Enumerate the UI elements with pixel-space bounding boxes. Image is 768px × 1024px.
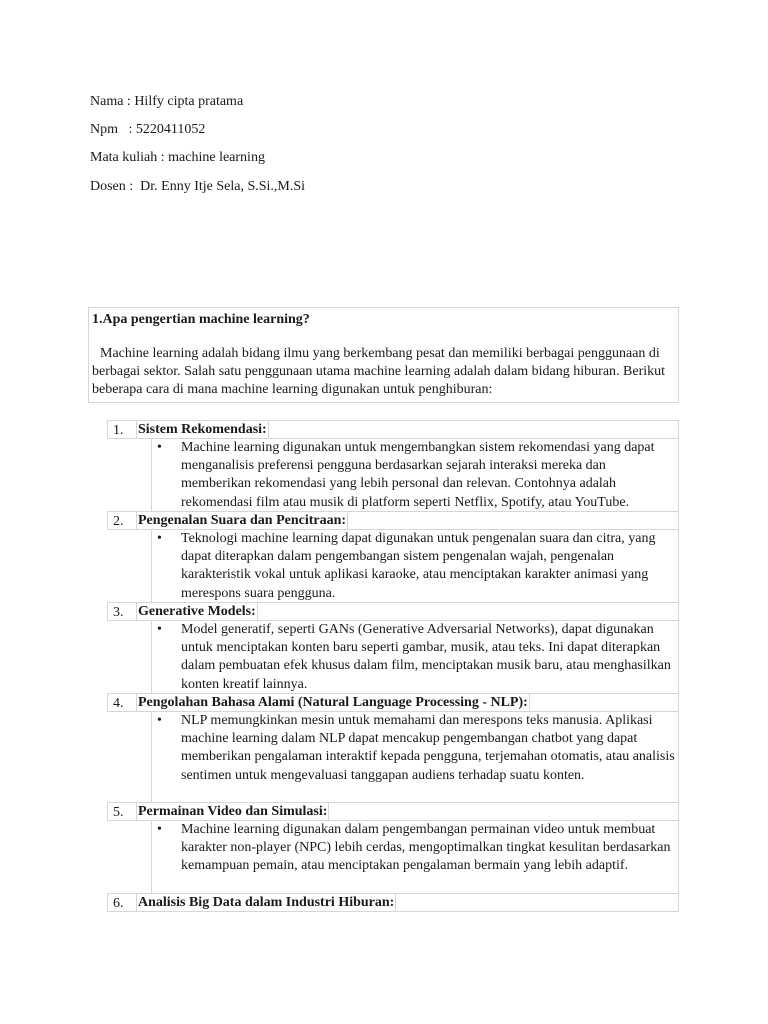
list-item-text: Model generatif, seperti GANs (Generative Adversarial Networks), dapat digunakan untuk menciptakan konten baru seperti gambar, musik, atau teks. Ini dapat diterapkan dalam pembuatan efek khusus dalam film, menciptakan musik baru, atau menghasilkan konten kreatif lainnya.: [181, 622, 671, 692]
list-item-body: [151, 712, 679, 802]
list-item-body: [151, 821, 679, 893]
question-box: [88, 307, 679, 403]
question-title: 1.Apa pengertian machine learning?: [92, 312, 310, 327]
list-item-text: Machine learning digunakan dalam pengembangan permainan video untuk membuat karakter non-player (NPC) lebih cerdas, mengoptimalkan tingkat kesulitan berdasarkan kemampuan pemain, atau menciptakan pengalaman bermain yang lebih adaptif.: [181, 822, 671, 874]
bullet-icon: •: [157, 440, 162, 455]
list-item-number: 5.: [113, 805, 124, 820]
list-item-header: [107, 693, 679, 712]
student-npm: Npm : 5220411052: [90, 122, 206, 137]
list-item-number: 4.: [113, 696, 124, 711]
question-intro: Machine learning adalah bidang ilmu yang berkembang pesat dan memiliki berbagai penggunaan di berbagai sektor. Salah satu penggunaan utama machine learning adalah dalam bidang hiburan. Berikut beberapa cara di mana machine learning digunakan untuk penghiburan:: [92, 346, 666, 397]
list-item-title: Pengenalan Suara dan Pencitraan:: [138, 513, 347, 528]
list-item-title: Sistem Rekomendasi:: [138, 422, 267, 437]
student-name: Nama : Hilfy cipta pratama: [90, 94, 244, 109]
list-item-text: Machine learning digunakan untuk mengembangkan sistem rekomendasi yang dapat menganalisis preferensi pengguna berdasarkan sejarah interaksi mereka dan memberikan rekomendasi yang lebih personal dan relevan. Contohnya adalah rekomendasi film atau musik di platform seperti Netflix, Spotify, atau YouTube.: [181, 440, 655, 510]
bullet-icon: •: [157, 713, 162, 728]
list-item-text: NLP memungkinkan mesin untuk memahami dan merespons teks manusia. Aplikasi machine learning dalam NLP dapat mencakup pengembangan chatbot yang dapat memberikan pengalaman interaktif kepada pengguna, terjemahan otomatis, atau analisis sentimen untuk mengevaluasi tanggapan audiens terhadap suatu konten.: [181, 713, 675, 783]
list-item-header: [107, 511, 679, 530]
list-item-body: [151, 439, 679, 511]
list-item-title: Pengolahan Bahasa Alami (Natural Language Processing - NLP):: [138, 695, 528, 710]
course-name: Mata kuliah : machine learning: [90, 150, 265, 165]
list-item-title: Permainan Video dan Simulasi:: [138, 804, 328, 819]
list-item-header: [107, 802, 679, 821]
bullet-icon: •: [157, 531, 162, 546]
list-item-number: 2.: [113, 514, 124, 529]
list-item-body: [151, 530, 679, 602]
list-item-text: Teknologi machine learning dapat digunakan untuk pengenalan suara dan citra, yang dapat diterapkan dalam pengembangan sistem pengenalan wajah, pengenalan karakteristik vokal untuk aplikasi karaoke, atau menciptakan karakter animasi yang merespons suara pengguna.: [181, 531, 656, 601]
bullet-icon: •: [157, 622, 162, 637]
list-item-header: [107, 602, 679, 621]
list-item-header: [107, 420, 679, 439]
lecturer-name: Dosen : Dr. Enny Itje Sela, S.Si.,M.Si: [90, 179, 306, 194]
list-item-number: 3.: [113, 605, 124, 620]
list-item-header: [107, 893, 679, 912]
list-item-title: Analisis Big Data dalam Industri Hiburan:: [138, 895, 395, 910]
list-item-number: 6.: [113, 896, 124, 911]
list-item-number: 1.: [113, 423, 124, 438]
list-item-body: [151, 621, 679, 693]
bullet-icon: •: [157, 822, 162, 837]
list-item-title: Generative Models:: [138, 604, 256, 619]
